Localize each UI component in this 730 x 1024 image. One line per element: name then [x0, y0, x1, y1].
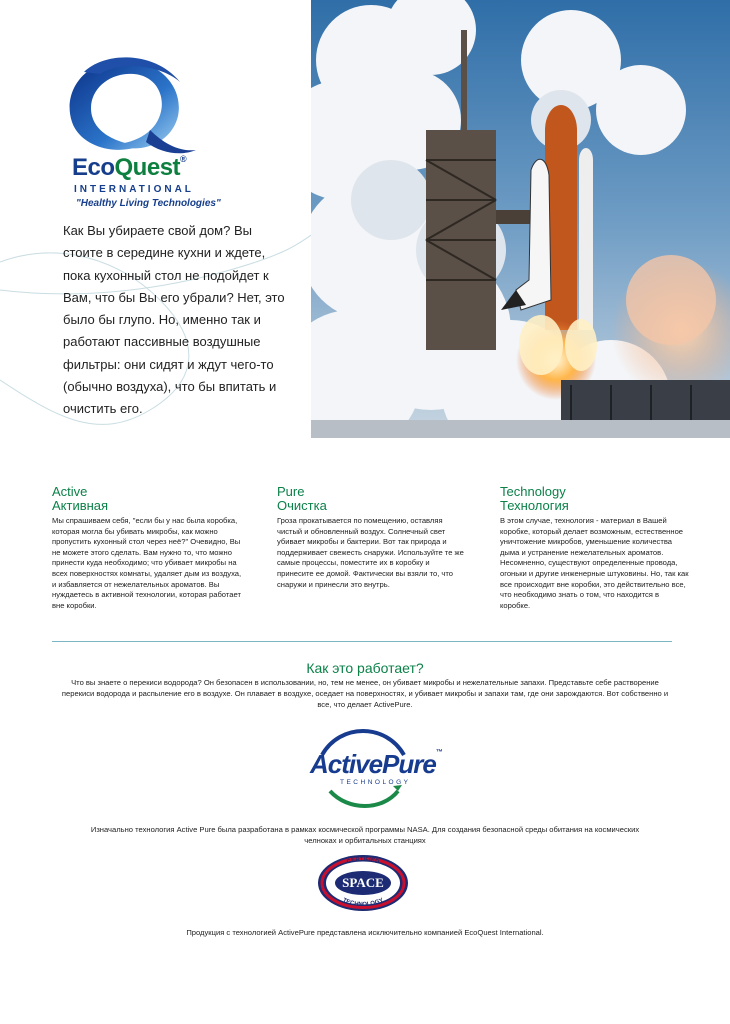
column-technology	[500, 485, 690, 611]
footer-text: Продукция с технологией ActivePure представлена исключительно компанией EcoQuest International.	[186, 928, 544, 937]
column-title-ru: Активная	[52, 498, 109, 513]
logo-quest: Quest	[114, 154, 181, 181]
how-it-works-text: Что вы знаете о перекиси водорода? Он безопасен в использовании, но, тем не менее, он убивает микробы и нежелательные запахи. Представьте себе растворение перекиси водорода и распыление его в воздухе. Он плавает в воздухе, оседает на поверхностях, и убивает микробы и запахи там, где они зарождаются. Вот собственно и все, что делает ActivePure.	[61, 678, 669, 710]
column-text: Мы спрашиваем себя, "если бы у нас была коробка, которая могла бы убивать микробы, как можно пропустить кухонный стол через неё?" Очевидно, Вы не можете этого сделать. Вам нужно то, что можно принести куда необходимо; что убивает микробы на всех поверхностях комнаты, удаляет дым из воздуха, и избавляется от нежелательных ароматов. Вы нуждаетесь в активной технологии, которая работает вне коробки.	[52, 516, 242, 610]
activepure-wordmark	[310, 749, 442, 780]
certified-space-technology-badge	[316, 853, 410, 913]
ecoquest-logo	[54, 52, 221, 212]
ecoquest-swirl-icon	[54, 52, 204, 162]
trademark-mark: ™	[435, 749, 442, 756]
badge-space: SPACE	[342, 875, 384, 890]
badge-certified: CERTIFIED	[346, 856, 380, 866]
column-text: В этом случае, технология - материал в Вашей коробке, который делает возможным, естественное уничтожение микробов, уменьшение количества дыма и устранение нежелательных ароматов. Несомненно, существуют определенные провода, огоньки и другие инженерные штуковины. Но, так как все происходит вне коробки, это действительно все, что необходимо знать о том, что находится в коробке.	[500, 516, 689, 610]
section-divider	[52, 641, 672, 642]
shuttle-launch-photo	[311, 0, 730, 438]
logo-tagline: "Healthy Living Technologies"	[76, 198, 221, 209]
logo-international: INTERNATIONAL	[74, 184, 194, 195]
column-title-en: Pure	[277, 484, 305, 499]
registered-mark: ®	[180, 154, 187, 164]
column-title-ru: Очистка	[277, 498, 327, 513]
column-pure	[277, 485, 467, 590]
intro-paragraph: Как Вы убираете свой дом? Вы стоите в середине кухни и ждете, пока кухонный стол не подойдет к Вам, что бы Вы его убрали? Нет, это было бы глупо. Но, именно так и работают пассивные воздушные фильтры: они сидят и ждут чего-то (обычно воздуха), что бы впитать и очистить его.	[63, 223, 285, 417]
how-it-works-title: Как это работает?	[306, 660, 424, 676]
activepure-logo	[300, 725, 442, 810]
column-text: Гроза прокатывается по помещению, оставляя чистый и обновленный воздух. Солнечный свет убивает микробы и бактерии. Вот так природа и поддерживает свежесть снаружи. Используйте те же самые процессы, поместите их в коробку и принесите ее домой. Фактически вы взяли то, что снаружи и принесли это внутрь.	[277, 516, 464, 589]
nasa-text: Изначально технология Active Pure была разработана в рамках космической программы NASA. Для создания безопасной среды обитания на космических челноках и орбитальных станциях	[90, 825, 640, 845]
logo-eco: Eco	[72, 154, 115, 181]
column-title-ru: Технология	[500, 498, 569, 513]
column-active	[52, 485, 242, 611]
activepure-technology: TECHNOLOGY	[340, 779, 411, 786]
activepure-word: ActivePure	[310, 749, 436, 779]
column-title-en: Technology	[500, 484, 566, 499]
logo-wordmark	[72, 154, 186, 182]
badge-technology: TECHNOLOGY	[341, 897, 385, 909]
column-title-en: Active	[52, 484, 88, 499]
